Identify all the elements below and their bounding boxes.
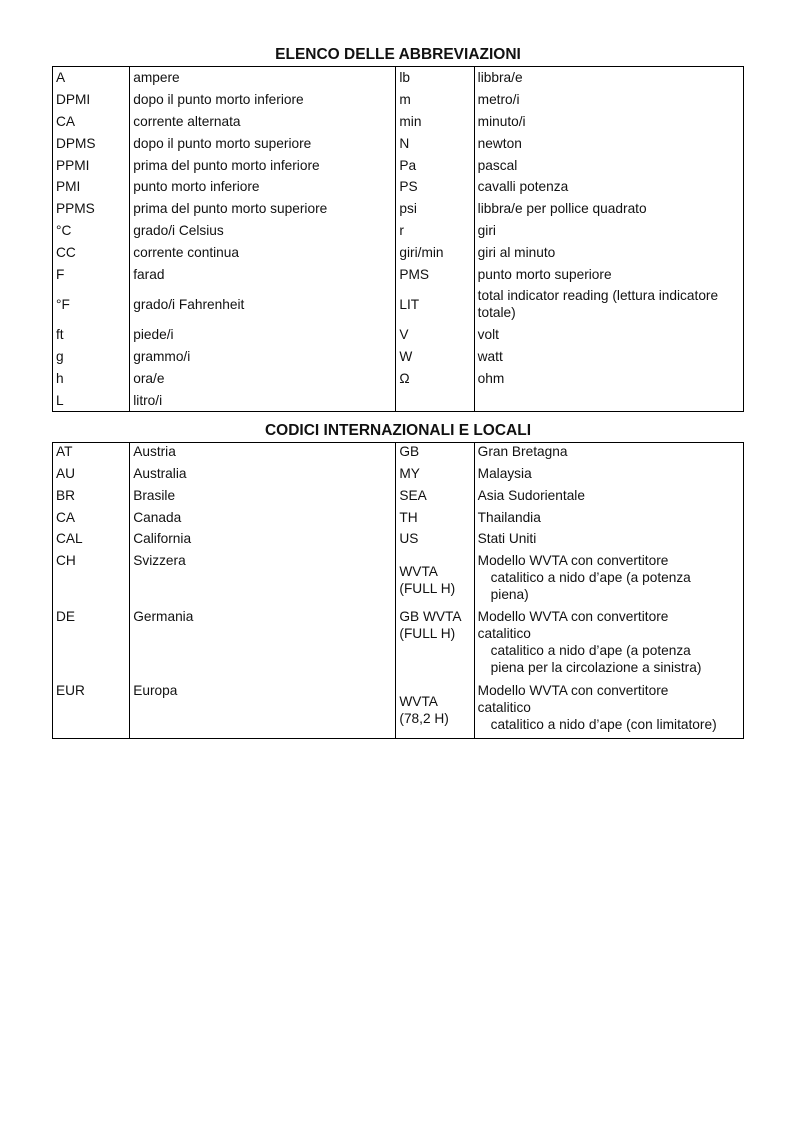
name-cell: Canada <box>130 509 396 531</box>
name-line: Modello WVTA con convertitore <box>477 683 669 699</box>
abbr-cell: m <box>396 89 474 111</box>
name-cell: Thailandia <box>474 509 743 531</box>
meaning-cell: grammo/i <box>130 346 396 368</box>
meaning-cell: farad <box>130 263 396 285</box>
table-row <box>53 530 744 552</box>
code-cell: AU <box>53 465 130 487</box>
name-cell <box>474 552 743 608</box>
table-row <box>53 324 744 346</box>
name-cell: Germania <box>130 608 396 682</box>
abbr-cell: N <box>396 132 474 154</box>
abbr-cell: W <box>396 346 474 368</box>
abbr-cell: A <box>53 67 130 89</box>
meaning-cell: grado/i Celsius <box>130 220 396 242</box>
abbr-cell: Pa <box>396 154 474 176</box>
code-cell <box>396 552 474 608</box>
table-row <box>53 368 744 390</box>
code-cell: BR <box>53 487 130 509</box>
meaning-cell: ampere <box>130 67 396 89</box>
name-line: catalitico <box>477 626 531 642</box>
name-cell: Svizzera <box>130 552 396 608</box>
meaning-cell: libbra/e <box>474 67 743 89</box>
code-cell: US <box>396 530 474 552</box>
meaning-cell: piede/i <box>130 324 396 346</box>
table-row <box>53 552 744 608</box>
abbreviations-table <box>52 66 744 412</box>
abbr-cell: °F <box>53 285 130 324</box>
abbr-cell: CA <box>53 111 130 133</box>
meaning-cell <box>474 389 743 411</box>
meaning-cell: corrente alternata <box>130 111 396 133</box>
abbr-cell: F <box>53 263 130 285</box>
meaning-cell: ora/e <box>130 368 396 390</box>
name-cell: Gran Bretagna <box>474 443 743 465</box>
abbr-cell: giri/min <box>396 241 474 263</box>
table-row <box>53 176 744 198</box>
name-cell <box>474 682 743 738</box>
name-line: piena per la circolazione a sinistra) <box>490 660 702 676</box>
name-cell: Asia Sudorientale <box>474 487 743 509</box>
table-row <box>53 111 744 133</box>
abbr-cell: CC <box>53 241 130 263</box>
meaning-cell: punto morto superiore <box>474 263 743 285</box>
meaning-cell: dopo il punto morto superiore <box>130 132 396 154</box>
abbr-cell: PMS <box>396 263 474 285</box>
code-cell: CAL <box>53 530 130 552</box>
meaning-cell: libbra/e per pollice quadrato <box>474 198 743 220</box>
code-line: WVTA <box>399 693 438 709</box>
abbr-cell: PPMS <box>53 198 130 220</box>
table-row <box>53 608 744 682</box>
meaning-cell: prima del punto morto superiore <box>130 198 396 220</box>
name-line: catalitico a nido d’ape (a potenza <box>490 570 691 586</box>
meaning-cell: corrente continua <box>130 241 396 263</box>
document-page <box>52 44 744 739</box>
abbr-cell: min <box>396 111 474 133</box>
meaning-cell: pascal <box>474 154 743 176</box>
code-cell <box>396 608 474 682</box>
name-line: piena) <box>490 587 529 603</box>
table-row <box>53 465 744 487</box>
code-cell: CA <box>53 509 130 531</box>
abbr-cell: DPMS <box>53 132 130 154</box>
code-cell: DE <box>53 608 130 682</box>
name-line: Modello WVTA con convertitore <box>477 553 669 569</box>
meaning-cell: watt <box>474 346 743 368</box>
table-row <box>53 67 744 89</box>
abbr-cell: Ω <box>396 368 474 390</box>
table-row <box>53 154 744 176</box>
abbr-cell: PS <box>396 176 474 198</box>
abbr-cell: L <box>53 389 130 411</box>
table-row <box>53 443 744 465</box>
code-cell: AT <box>53 443 130 465</box>
table-row <box>53 220 744 242</box>
name-cell <box>474 608 743 682</box>
abbr-cell: °C <box>53 220 130 242</box>
abbreviations-title: ELENCO DELLE ABBREVIAZIONI <box>275 46 521 63</box>
table-row <box>53 487 744 509</box>
meaning-cell: cavalli potenza <box>474 176 743 198</box>
abbr-cell <box>396 389 474 411</box>
name-cell: Europa <box>130 682 396 738</box>
code-line: (FULL H) <box>399 626 456 642</box>
meaning-cell: grado/i Fahrenheit <box>130 285 396 324</box>
code-cell: SEA <box>396 487 474 509</box>
name-cell: Austria <box>130 443 396 465</box>
abbr-cell: PPMI <box>53 154 130 176</box>
abbr-cell: psi <box>396 198 474 220</box>
codes-title: CODICI INTERNAZIONALI E LOCALI <box>264 422 532 440</box>
meaning-cell: ohm <box>474 368 743 390</box>
name-line: catalitico <box>477 700 531 716</box>
abbr-cell: h <box>53 368 130 390</box>
abbr-cell: LIT <box>396 285 474 324</box>
table-row <box>53 241 744 263</box>
table-row <box>53 509 744 531</box>
meaning-cell: prima del punto morto inferiore <box>130 154 396 176</box>
meaning-cell: dopo il punto morto inferiore <box>130 89 396 111</box>
abbr-cell: ft <box>53 324 130 346</box>
code-line: (78,2 H) <box>399 710 449 726</box>
name-cell: Australia <box>130 465 396 487</box>
table-row <box>53 682 744 738</box>
name-cell: Brasile <box>130 487 396 509</box>
name-line: Modello WVTA con convertitore <box>477 609 669 625</box>
table-row <box>53 263 744 285</box>
meaning-cell: minuto/i <box>474 111 743 133</box>
code-cell: TH <box>396 509 474 531</box>
meaning-cell: giri al minuto <box>474 241 743 263</box>
code-cell: CH <box>53 552 130 608</box>
name-line: catalitico a nido d’ape (a potenza <box>490 643 691 659</box>
name-line: catalitico a nido d’ape (con limitatore) <box>490 717 717 733</box>
table-row <box>53 389 744 411</box>
code-cell: MY <box>396 465 474 487</box>
abbr-cell: DPMI <box>53 89 130 111</box>
meaning-cell: giri <box>474 220 743 242</box>
table-row <box>53 198 744 220</box>
table-row <box>53 346 744 368</box>
name-cell: California <box>130 530 396 552</box>
code-cell: EUR <box>53 682 130 738</box>
meaning-cell: punto morto inferiore <box>130 176 396 198</box>
table-row <box>53 89 744 111</box>
abbr-cell: lb <box>396 67 474 89</box>
meaning-cell: volt <box>474 324 743 346</box>
meaning-cell: newton <box>474 132 743 154</box>
code-line: GB WVTA <box>399 609 462 625</box>
name-cell: Stati Uniti <box>474 530 743 552</box>
code-cell: GB <box>396 443 474 465</box>
meaning-cell: total indicator reading (lettura indicatore totale) <box>474 285 743 324</box>
abbr-cell: r <box>396 220 474 242</box>
name-cell: Malaysia <box>474 465 743 487</box>
code-line: WVTA <box>399 564 438 580</box>
codes-table <box>52 442 744 738</box>
abbr-cell: g <box>53 346 130 368</box>
abbr-cell: PMI <box>53 176 130 198</box>
code-line: (FULL H) <box>399 581 456 597</box>
code-cell <box>396 682 474 738</box>
table-row <box>53 132 744 154</box>
table-row <box>53 285 744 324</box>
meaning-cell: litro/i <box>130 389 396 411</box>
abbr-cell: V <box>396 324 474 346</box>
meaning-cell: metro/i <box>474 89 743 111</box>
